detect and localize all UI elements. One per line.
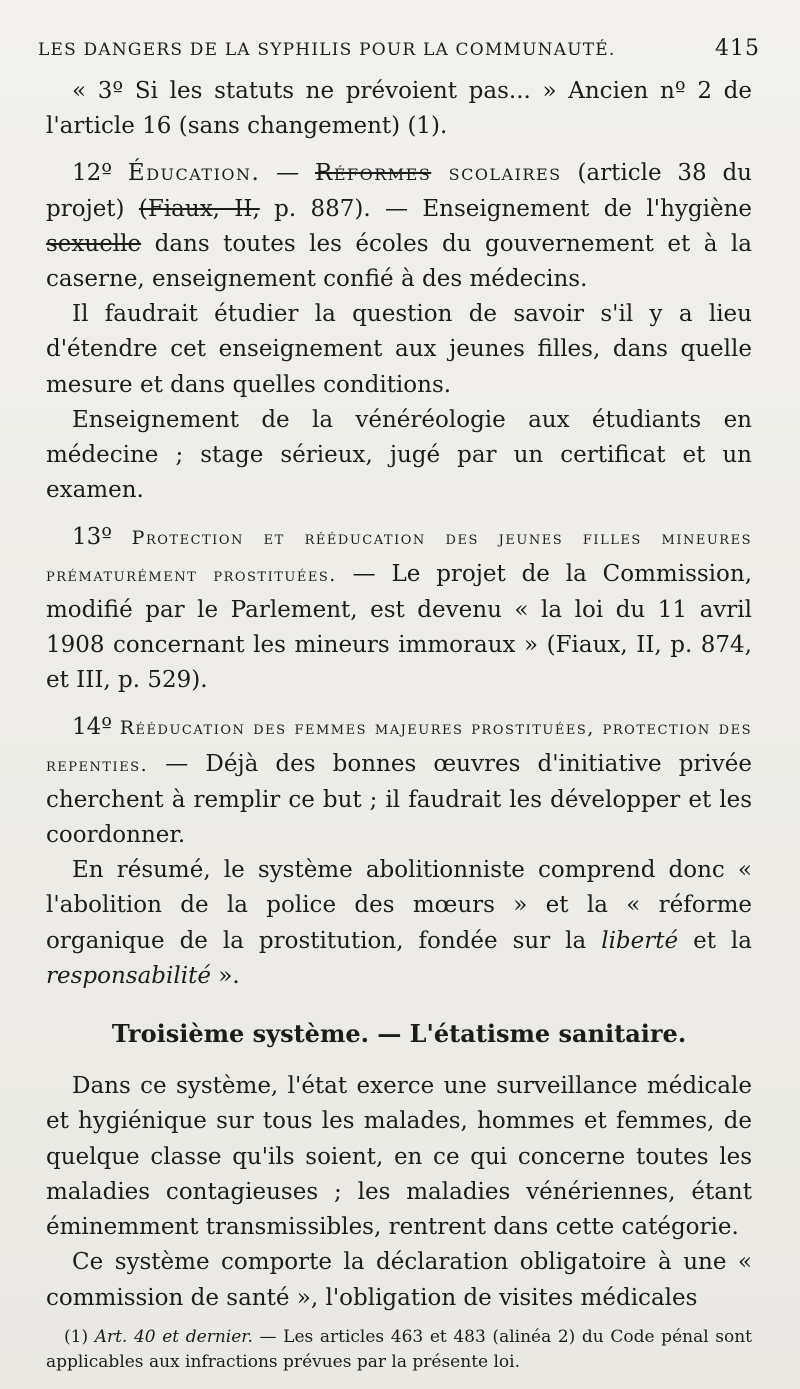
footnote-marker: (1) [64, 1327, 95, 1347]
running-title: LES DANGERS DE LA SYPHILIS POUR LA COMMUNAUTÉ. [38, 40, 616, 60]
footnote-text [46, 1325, 752, 1375]
page-number: 415 [715, 36, 760, 61]
text: et la [678, 927, 752, 954]
italic-liberte: liberté [601, 927, 679, 954]
page-header [38, 36, 760, 68]
body-text [46, 74, 752, 1316]
text: ». [210, 962, 240, 989]
heading-reeducation: Rééducation des femmes majeures prostituées, protection des repenties. [46, 717, 752, 776]
heading-scolaires: scolaires [431, 160, 562, 187]
paragraph-protection [46, 520, 752, 698]
paragraph-resume [46, 853, 752, 994]
struck-reference: (Fiaux, II, [138, 195, 260, 222]
footnote-body: — Les articles 463 et 483 (alinéa 2) du Code pénal sont applicables aux infractions prévues par la présente loi. [46, 1327, 753, 1372]
section-title: Troisième système. — L'étatisme sanitaire. [111, 1019, 687, 1049]
footnote [46, 1325, 752, 1375]
footnote-article: Art. 40 et dernier. [94, 1327, 253, 1347]
text: — Déjà des bonnes œuvres d'initiative privée cherchent à remplir ce but ; il faudrait les développer et les coordonner. [46, 750, 752, 849]
item-number: 13º [72, 524, 132, 551]
struck-word-sexuelle: sexuelle [46, 230, 142, 257]
italic-responsabilite: responsabilité [46, 962, 211, 989]
text: — Le projet de la Commission, modifié par le Parlement, est devenu « la loi du 11 avril 1908 concernant les mineurs immoraux » (Fiaux, II, p. 874, et III, p. 529). [46, 560, 753, 694]
text: dans toutes les écoles du gouvernement et à la caserne, enseignement confié à des médecins. [46, 230, 752, 293]
paragraph-declaration: Ce système comporte la déclaration obligatoire à une « commission de santé », l'obligation de visites médicales [46, 1249, 752, 1311]
paragraph-systeme: Dans ce système, l'état exerce une surveillance médicale et hygiénique sur tous les malades, hommes et femmes, de quelque classe qu'ils soient, en ce qui concerne toutes les maladies contagieuses ; les maladies vénériennes, étant éminemment transmissibles, rentrent dans cette catégorie. [46, 1073, 752, 1241]
text: En résumé, le système abolitionniste comprend donc « l'abolition de la police des mœurs » et la « réforme organique de la prostitution, fondée sur la [46, 857, 752, 954]
dash: — [260, 160, 315, 187]
text: p. 887). — Enseignement de l'hygiène [259, 195, 752, 222]
paragraph-jeunes-filles: Il faudrait étudier la question de savoir s'il y a lieu d'étendre cet enseignement aux jeunes filles, dans quelle mesure et dans quelles conditions. [46, 301, 752, 398]
item-number: 14º [72, 714, 120, 741]
heading-protection: Protection et rééducation des jeunes filles mineures prématurément prostituées. [46, 527, 752, 586]
paragraph-reeducation [46, 710, 752, 853]
paragraph-article-16: « 3º Si les statuts ne prévoient pas... » Ancien nº 2 de l'article 16 (sans changement) (1). [46, 78, 752, 140]
struck-word: Réformes [315, 160, 432, 187]
text: (article 38 du projet) [46, 160, 752, 222]
heading-education: Éducation. [127, 160, 261, 187]
paragraph-venereologie: Enseignement de la vénéréologie aux étudiants en médecine ; stage sérieux, jugé par un certificat et un examen. [46, 406, 752, 504]
item-number: 12º [72, 160, 128, 187]
paragraph-education [46, 156, 752, 297]
